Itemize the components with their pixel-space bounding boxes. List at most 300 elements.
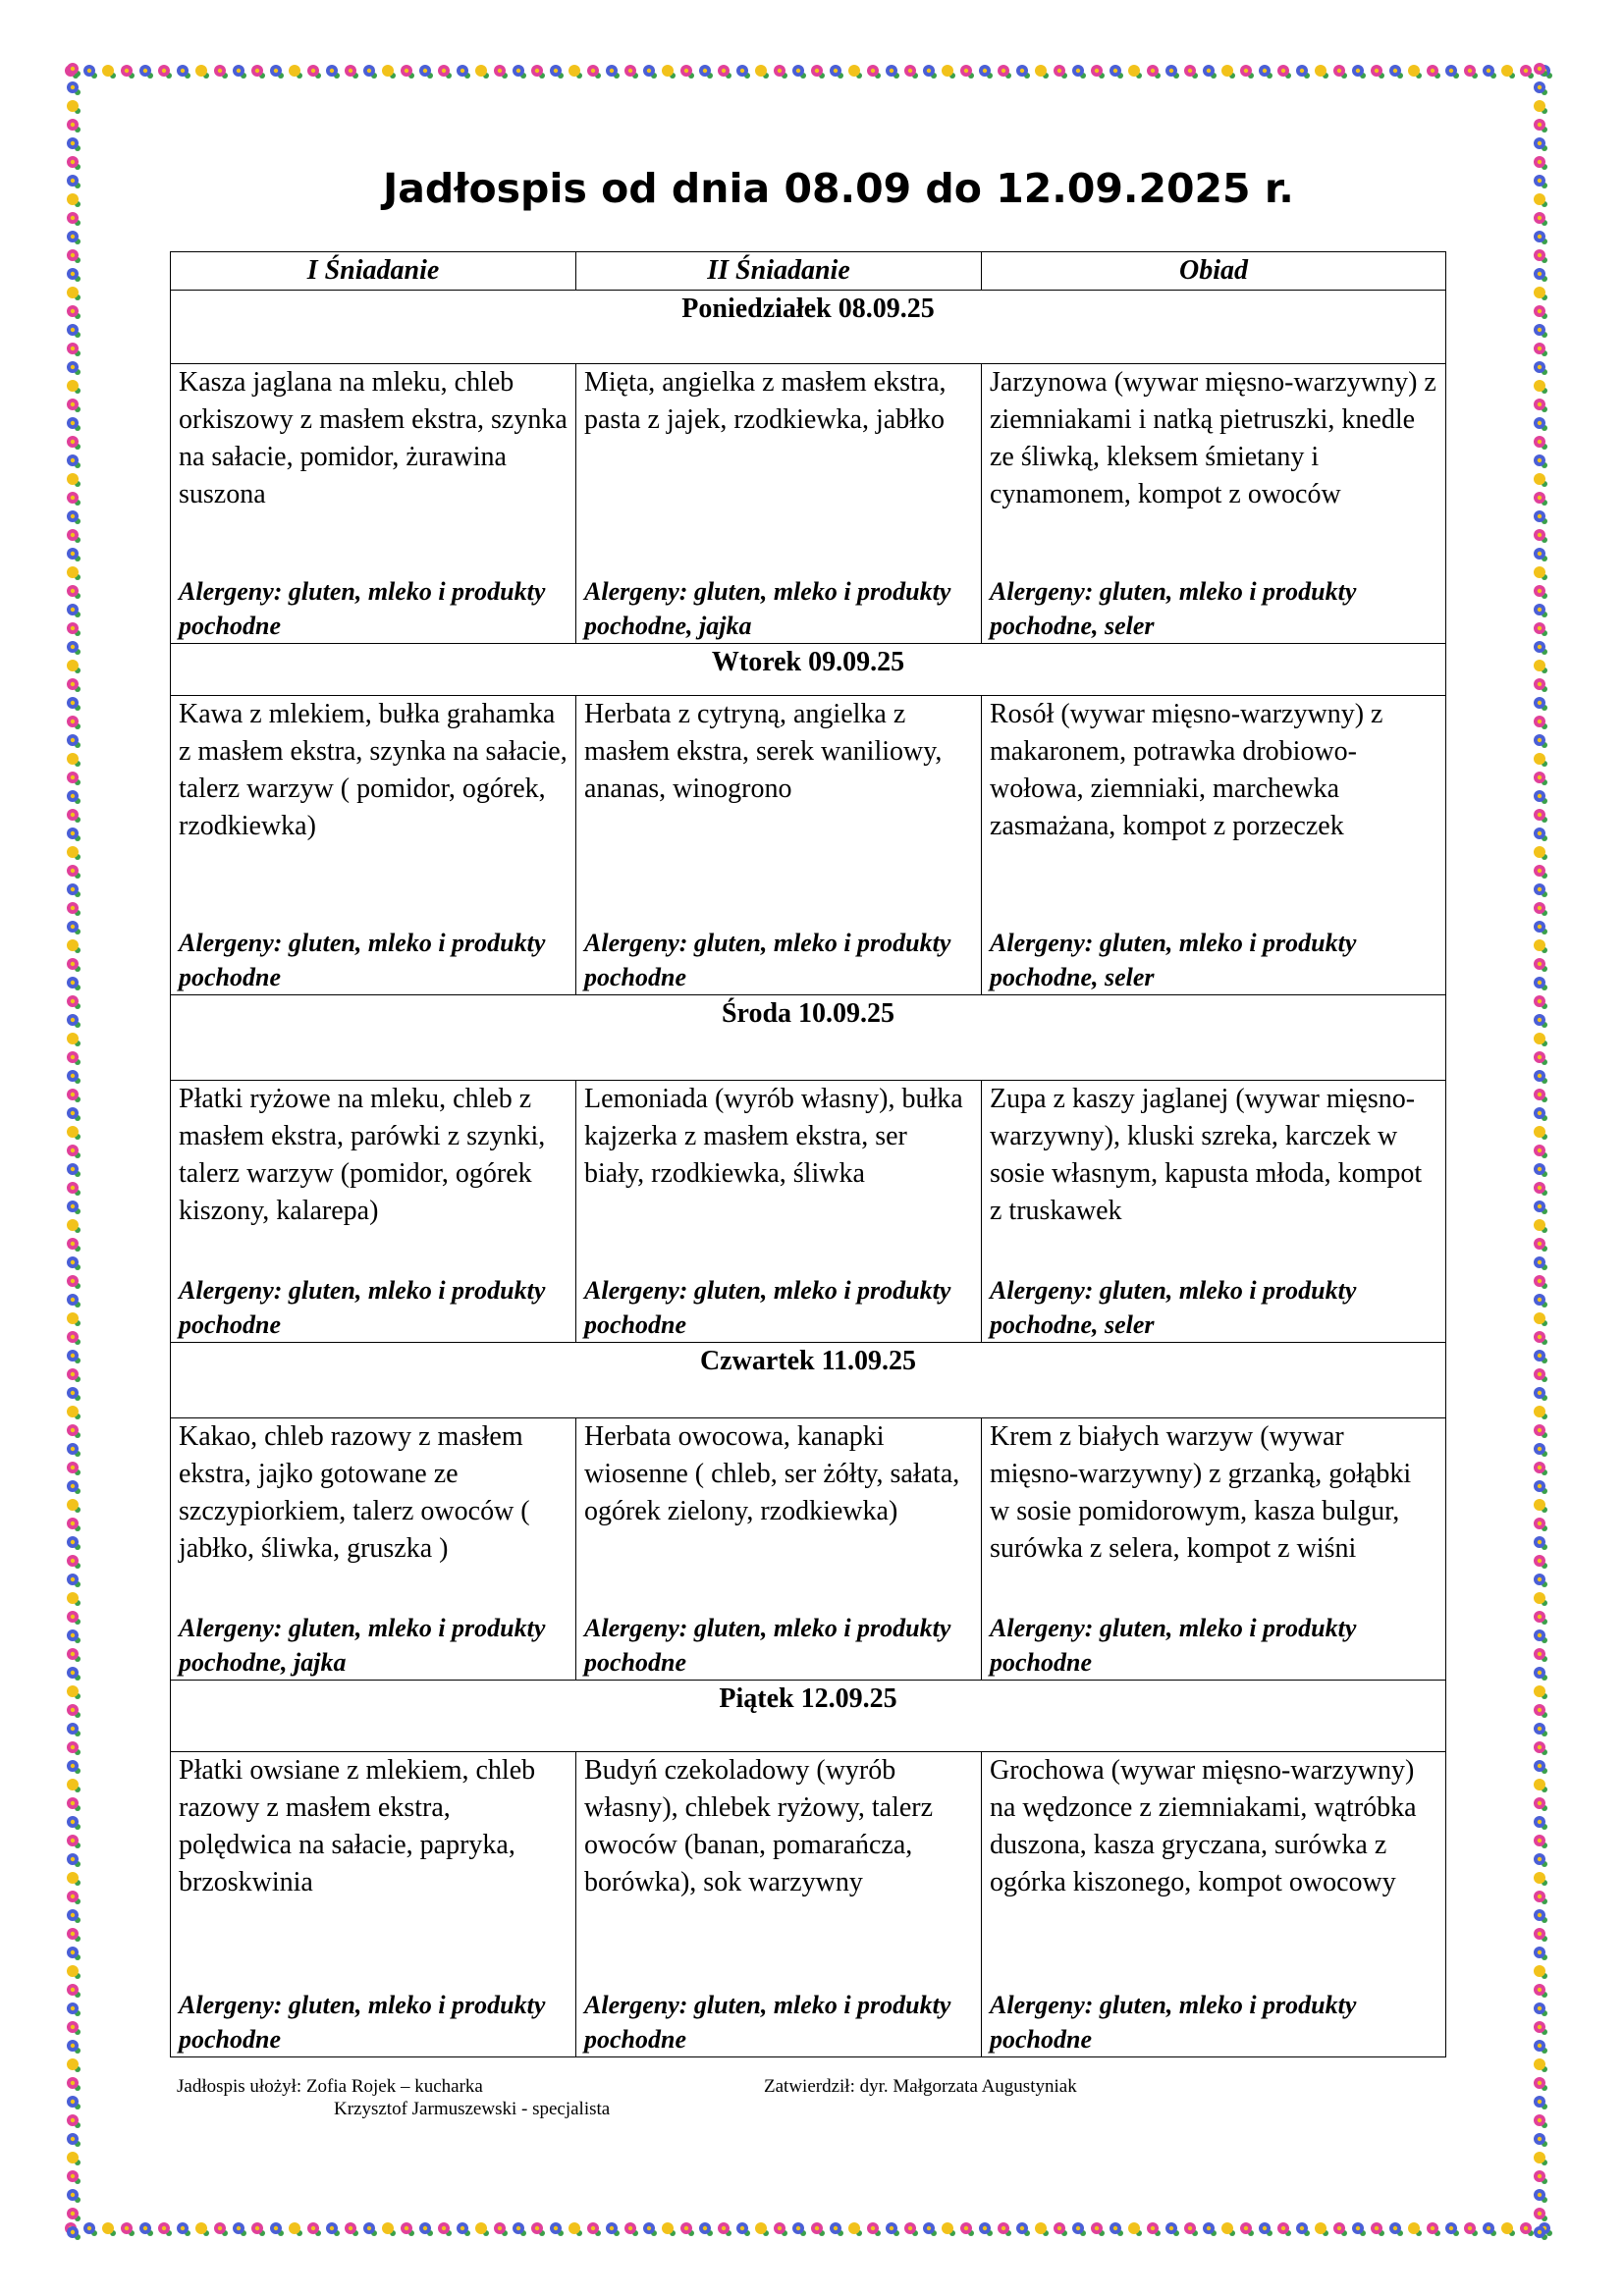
flower-icon bbox=[67, 883, 81, 897]
column-header: I Śniadanie bbox=[171, 252, 576, 291]
flower-icon bbox=[1534, 1797, 1547, 1811]
flower-icon bbox=[1534, 678, 1547, 692]
flower-icon bbox=[102, 65, 116, 79]
day-header-row bbox=[171, 291, 1446, 364]
flower-icon bbox=[67, 1051, 81, 1065]
flower-icon bbox=[1534, 1089, 1547, 1102]
flower-icon bbox=[1072, 2222, 1086, 2236]
meal-cell bbox=[982, 1081, 1446, 1343]
flower-icon bbox=[67, 921, 81, 934]
flower-icon bbox=[1016, 2222, 1030, 2236]
flower-icon bbox=[1534, 2077, 1547, 2091]
flower-icon bbox=[1534, 529, 1547, 543]
flower-icon bbox=[67, 2208, 81, 2221]
flower-icon bbox=[1534, 1592, 1547, 1606]
flower-icon bbox=[67, 1947, 81, 1960]
meal-cell bbox=[576, 696, 982, 995]
flower-icon bbox=[1534, 1611, 1547, 1625]
flower-icon bbox=[1534, 1816, 1547, 1830]
meal-text: Grochowa (wywar mięsno-warzywny) na wędzonce z ziemniakami, wątróbka duszona, kasza gryczana, surówka z ogórka kiszonego, kompot owocowy bbox=[990, 1755, 1417, 1897]
flower-icon bbox=[699, 65, 713, 79]
flower-icon bbox=[67, 585, 81, 599]
meal-text: Rosół (wywar mięsno-warzywny) z makaronem, potrawka drobiowo-wołowa, ziemniaki, marchewka zasmażana, kompot z porzeczek bbox=[990, 699, 1383, 841]
flower-icon bbox=[1534, 1070, 1547, 1084]
table-header-row bbox=[171, 252, 1446, 291]
flower-icon bbox=[67, 343, 81, 356]
flower-icon bbox=[67, 1070, 81, 1084]
flower-icon bbox=[1534, 1350, 1547, 1363]
flower-icon bbox=[1534, 548, 1547, 561]
meal-text: Budyń czekoladowy (wyrób własny), chlebek ryżowy, talerz owoców (banan, pomarańcza, borówka), sok warzywny bbox=[584, 1755, 934, 1897]
flower-icon bbox=[67, 63, 81, 77]
flower-icon bbox=[1534, 921, 1547, 934]
day-label: Poniedziałek 08.09.25 bbox=[171, 291, 1446, 364]
flower-icon bbox=[494, 2222, 508, 2236]
flower-icon bbox=[67, 1331, 81, 1345]
flower-icon bbox=[1534, 1704, 1547, 1718]
allergens-text: Alergeny: gluten, mleko i produkty pochodne bbox=[990, 1991, 1357, 2054]
flower-icon bbox=[67, 846, 81, 860]
flower-icon bbox=[67, 1256, 81, 1270]
flower-icon bbox=[643, 65, 657, 79]
column-header: Obiad bbox=[982, 252, 1446, 291]
flower-icon bbox=[1534, 287, 1547, 300]
allergens-text: Alergeny: gluten, mleko i produkty pochodne bbox=[179, 1991, 546, 2054]
flower-icon bbox=[67, 1853, 81, 1867]
flower-icon bbox=[1534, 1518, 1547, 1531]
flower-icon bbox=[67, 1350, 81, 1363]
meal-cell bbox=[171, 696, 576, 995]
meal-cell bbox=[171, 1081, 576, 1343]
flower-icon bbox=[67, 156, 81, 170]
flower-icon bbox=[1352, 2222, 1366, 2236]
flower-icon bbox=[67, 1219, 81, 1233]
flower-icon bbox=[1534, 2208, 1547, 2221]
flower-icon bbox=[1534, 1145, 1547, 1158]
flower-icon bbox=[67, 1835, 81, 1848]
flower-icon bbox=[1427, 65, 1440, 79]
flower-icon bbox=[1534, 1331, 1547, 1345]
flower-icon bbox=[550, 65, 564, 79]
flower-icon bbox=[1128, 65, 1142, 79]
flower-icon bbox=[67, 268, 81, 282]
flower-icon bbox=[67, 249, 81, 263]
flower-icon bbox=[289, 65, 302, 79]
flower-icon bbox=[1184, 2222, 1198, 2236]
flower-icon bbox=[1483, 65, 1496, 79]
flower-icon bbox=[67, 1723, 81, 1736]
flower-icon bbox=[1534, 2114, 1547, 2128]
allergens-text: Alergeny: gluten, mleko i produkty pochodne bbox=[584, 1276, 951, 1339]
flower-icon bbox=[1534, 1555, 1547, 1569]
flower-icon bbox=[457, 2222, 470, 2236]
flower-icon bbox=[67, 1667, 81, 1681]
flower-icon bbox=[886, 2222, 899, 2236]
allergens-text: Alergeny: gluten, mleko i produkty pochodne bbox=[179, 929, 546, 991]
flower-icon bbox=[1534, 1574, 1547, 1587]
flower-icon bbox=[67, 865, 81, 879]
flower-icon bbox=[1534, 417, 1547, 431]
flower-icon bbox=[1534, 1741, 1547, 1755]
flower-icon bbox=[251, 65, 265, 79]
day-label: Piątek 12.09.25 bbox=[171, 1681, 1446, 1752]
flower-icon bbox=[1534, 2226, 1547, 2240]
flower-icon bbox=[1534, 436, 1547, 450]
flower-icon bbox=[67, 790, 81, 804]
flower-icon bbox=[531, 65, 545, 79]
flower-icon bbox=[1534, 1033, 1547, 1046]
flower-icon bbox=[233, 2222, 246, 2236]
flower-icon bbox=[67, 939, 81, 953]
flower-icon bbox=[475, 2222, 489, 2236]
flower-icon bbox=[1534, 510, 1547, 524]
flower-icon bbox=[624, 2222, 638, 2236]
meal-row bbox=[171, 696, 1446, 995]
flower-icon bbox=[67, 1984, 81, 1998]
flower-icon bbox=[979, 65, 993, 79]
flower-icon bbox=[1534, 1779, 1547, 1792]
flower-icon bbox=[1534, 828, 1547, 841]
flower-icon bbox=[67, 175, 81, 188]
flower-icon bbox=[67, 772, 81, 785]
menu-table bbox=[170, 251, 1446, 2057]
flower-icon bbox=[67, 1462, 81, 1475]
flower-icon bbox=[1534, 1014, 1547, 1028]
flower-icon bbox=[942, 65, 955, 79]
flower-icon bbox=[1534, 865, 1547, 879]
flower-icon bbox=[923, 2222, 937, 2236]
meal-cell bbox=[576, 364, 982, 644]
flower-icon bbox=[67, 1145, 81, 1158]
flower-icon bbox=[1534, 399, 1547, 412]
day-header-row bbox=[171, 1681, 1446, 1752]
flower-icon bbox=[67, 641, 81, 655]
meal-text: Herbata z cytryną, angielka z masłem ekstra, serek waniliowy, ananas, winogrono bbox=[584, 699, 943, 804]
flower-icon bbox=[848, 65, 862, 79]
flower-icon bbox=[1534, 1667, 1547, 1681]
flower-icon bbox=[177, 65, 190, 79]
flower-icon bbox=[1277, 2222, 1291, 2236]
flower-icon bbox=[102, 2222, 116, 2236]
flower-icon bbox=[513, 2222, 526, 2236]
flower-icon bbox=[1371, 65, 1384, 79]
flower-icon bbox=[1534, 697, 1547, 711]
flower-icon bbox=[270, 65, 284, 79]
flower-icon bbox=[67, 809, 81, 823]
flower-icon bbox=[1534, 1760, 1547, 1774]
flower-icon bbox=[475, 65, 489, 79]
flower-icon bbox=[1091, 65, 1105, 79]
flower-icon bbox=[1534, 1238, 1547, 1252]
flower-icon bbox=[67, 1014, 81, 1028]
flower-icon bbox=[1534, 231, 1547, 244]
flower-icon bbox=[606, 2222, 620, 2236]
day-header-row bbox=[171, 644, 1446, 696]
flower-icon bbox=[307, 2222, 321, 2236]
flower-icon bbox=[606, 65, 620, 79]
flower-icon bbox=[1534, 1965, 1547, 1979]
flower-icon bbox=[1534, 1368, 1547, 1382]
flower-icon bbox=[345, 2222, 358, 2236]
flower-icon bbox=[1534, 1462, 1547, 1475]
flower-icon bbox=[568, 2222, 582, 2236]
allergens-text: Alergeny: gluten, mleko i produkty pochodne, seler bbox=[990, 929, 1357, 991]
flower-icon bbox=[1333, 2222, 1347, 2236]
flower-icon bbox=[662, 65, 676, 79]
flower-icon bbox=[1534, 212, 1547, 226]
flower-icon bbox=[1035, 2222, 1049, 2236]
flower-icon bbox=[1534, 753, 1547, 767]
flower-icon bbox=[1534, 2021, 1547, 2035]
flower-icon bbox=[67, 548, 81, 561]
meal-text: Kakao, chleb razowy z masłem ekstra, jajko gotowane ze szczypiorkiem, talerz owoców ( jabłko, śliwka, gruszka ) bbox=[179, 1421, 530, 1564]
flower-icon bbox=[67, 604, 81, 617]
flower-icon bbox=[67, 622, 81, 636]
flower-icon bbox=[1534, 1201, 1547, 1214]
meal-row bbox=[171, 364, 1446, 644]
flower-icon bbox=[67, 1928, 81, 1942]
flower-icon bbox=[67, 734, 81, 748]
allergens-text: Alergeny: gluten, mleko i produkty pochodne bbox=[584, 929, 951, 991]
footer-prepared-by: Jadłospis ułożył: Zofia Rojek – kucharka bbox=[177, 2076, 483, 2097]
flower-icon bbox=[811, 65, 825, 79]
flower-icon bbox=[1534, 902, 1547, 916]
flower-icon bbox=[867, 65, 881, 79]
flower-icon bbox=[1534, 1406, 1547, 1419]
flower-icon bbox=[1534, 2133, 1547, 2147]
flower-icon bbox=[1534, 1928, 1547, 1942]
flower-icon bbox=[67, 2114, 81, 2128]
flower-icon bbox=[1534, 1480, 1547, 1494]
flower-icon bbox=[67, 100, 81, 114]
floral-border-bottom bbox=[61, 2216, 1553, 2242]
flower-icon bbox=[1534, 380, 1547, 394]
flower-icon bbox=[774, 65, 787, 79]
flower-icon bbox=[1534, 958, 1547, 972]
flower-icon bbox=[67, 2040, 81, 2054]
flower-icon bbox=[1534, 2189, 1547, 2203]
flower-icon bbox=[1534, 1629, 1547, 1643]
flower-icon bbox=[67, 2170, 81, 2184]
flower-icon bbox=[1464, 65, 1478, 79]
flower-icon bbox=[67, 1201, 81, 1214]
flower-icon bbox=[1165, 2222, 1179, 2236]
flower-icon bbox=[792, 2222, 806, 2236]
flower-icon bbox=[1534, 1723, 1547, 1736]
flower-icon bbox=[67, 1033, 81, 1046]
flower-icon bbox=[1534, 790, 1547, 804]
meal-text: Kasza jaglana na mleku, chleb orkiszowy z masłem ekstra, szynka na sałacie, pomidor, żurawina suszona bbox=[179, 367, 568, 509]
flower-icon bbox=[67, 697, 81, 711]
flower-icon bbox=[1035, 65, 1049, 79]
flower-icon bbox=[1534, 2058, 1547, 2072]
flower-icon bbox=[67, 1387, 81, 1401]
meal-row bbox=[171, 1752, 1446, 2057]
flower-icon bbox=[67, 902, 81, 916]
flower-icon bbox=[419, 65, 433, 79]
meal-cell bbox=[171, 1752, 576, 2057]
flower-icon bbox=[1277, 65, 1291, 79]
flower-icon bbox=[904, 65, 918, 79]
meal-text: Płatki ryżowe na mleku, chleb z masłem ekstra, parówki z szynki, talerz warzyw (pomidor, ogórek kiszony, kalarepa) bbox=[179, 1084, 546, 1226]
flower-icon bbox=[662, 2222, 676, 2236]
flower-icon bbox=[67, 660, 81, 673]
flower-icon bbox=[65, 2222, 79, 2236]
footer-approved-by: Zatwierdził: dyr. Małgorzata Augustyniak bbox=[764, 2076, 1077, 2097]
flower-icon bbox=[401, 65, 414, 79]
flower-icon bbox=[1534, 63, 1547, 77]
flower-icon bbox=[158, 65, 172, 79]
flower-icon bbox=[67, 473, 81, 487]
flower-icon bbox=[1501, 65, 1515, 79]
meal-cell bbox=[171, 1418, 576, 1681]
flower-icon bbox=[998, 2222, 1011, 2236]
flower-icon bbox=[587, 65, 601, 79]
flower-icon bbox=[1534, 1891, 1547, 1904]
flower-icon bbox=[568, 65, 582, 79]
flower-icon bbox=[1221, 2222, 1235, 2236]
flower-icon bbox=[158, 2222, 172, 2236]
flower-icon bbox=[1520, 2222, 1534, 2236]
allergens-text: Alergeny: gluten, mleko i produkty pochodne bbox=[179, 577, 546, 640]
flower-icon bbox=[1534, 492, 1547, 506]
flower-icon bbox=[1534, 2002, 1547, 2016]
flower-icon bbox=[1315, 2222, 1328, 2236]
day-label: Środa 10.09.25 bbox=[171, 995, 1446, 1081]
flower-icon bbox=[1445, 2222, 1459, 2236]
flower-icon bbox=[960, 2222, 974, 2236]
flower-icon bbox=[1389, 65, 1403, 79]
flower-icon bbox=[214, 65, 228, 79]
meal-text: Lemoniada (wyrób własny), bułka kajzerka z masłem ekstra, ser biały, rzodkiewka, śliwka bbox=[584, 1084, 963, 1189]
flower-icon bbox=[67, 2189, 81, 2203]
flower-icon bbox=[67, 1480, 81, 1494]
flower-icon bbox=[67, 1965, 81, 1979]
flower-icon bbox=[1534, 1909, 1547, 1923]
flower-icon bbox=[1259, 2222, 1272, 2236]
flower-icon bbox=[1534, 772, 1547, 785]
flower-icon bbox=[67, 324, 81, 338]
flower-icon bbox=[289, 2222, 302, 2236]
flower-icon bbox=[998, 65, 1011, 79]
flower-icon bbox=[67, 2058, 81, 2072]
flower-icon bbox=[363, 65, 377, 79]
flower-icon bbox=[1240, 65, 1254, 79]
flower-icon bbox=[1534, 1424, 1547, 1438]
flower-icon bbox=[1534, 193, 1547, 207]
footer-prepared-by-2: Krzysztof Jarmuszewski - specjalista bbox=[334, 2099, 611, 2119]
flower-icon bbox=[177, 2222, 190, 2236]
flower-icon bbox=[67, 305, 81, 319]
flower-icon bbox=[67, 510, 81, 524]
flower-icon bbox=[67, 529, 81, 543]
flower-icon bbox=[1110, 65, 1123, 79]
flower-icon bbox=[699, 2222, 713, 2236]
flower-icon bbox=[1534, 939, 1547, 953]
column-header: II Śniadanie bbox=[576, 252, 982, 291]
flower-icon bbox=[1534, 156, 1547, 170]
flower-icon bbox=[233, 65, 246, 79]
allergens-text: Alergeny: gluten, mleko i produkty pochodne bbox=[990, 1614, 1357, 1677]
flower-icon bbox=[1408, 65, 1422, 79]
flower-icon bbox=[1054, 65, 1067, 79]
flower-icon bbox=[67, 1294, 81, 1308]
flower-icon bbox=[419, 2222, 433, 2236]
flower-icon bbox=[67, 492, 81, 506]
flower-icon bbox=[830, 65, 843, 79]
flower-icon bbox=[1520, 65, 1534, 79]
day-label: Czwartek 11.09.25 bbox=[171, 1343, 1446, 1418]
flower-icon bbox=[67, 287, 81, 300]
flower-icon bbox=[1534, 454, 1547, 468]
flower-icon bbox=[67, 399, 81, 412]
flower-icon bbox=[67, 2077, 81, 2091]
flower-icon bbox=[67, 1816, 81, 1830]
flower-icon bbox=[1534, 716, 1547, 729]
flower-icon bbox=[1371, 2222, 1384, 2236]
flower-icon bbox=[251, 2222, 265, 2236]
flower-icon bbox=[67, 436, 81, 450]
flower-icon bbox=[67, 417, 81, 431]
flower-icon bbox=[67, 137, 81, 151]
flower-icon bbox=[736, 2222, 750, 2236]
meal-text: Kawa z mlekiem, bułka grahamka z masłem ekstra, szynka na sałacie, talerz warzyw ( pomidor, ogórek, rzodkiewka) bbox=[179, 699, 568, 841]
flower-icon bbox=[1534, 2170, 1547, 2184]
flower-icon bbox=[1445, 65, 1459, 79]
meal-text: Płatki owsiane z mlekiem, chleb razowy z masłem ekstra, polędwica na sałacie, papryka, brzoskwinia bbox=[179, 1755, 536, 1897]
flower-icon bbox=[67, 753, 81, 767]
flower-icon bbox=[67, 2002, 81, 2016]
flower-icon bbox=[67, 828, 81, 841]
flower-icon bbox=[1184, 65, 1198, 79]
flower-icon bbox=[1534, 1126, 1547, 1140]
flower-icon bbox=[1534, 1984, 1547, 1998]
meal-cell bbox=[576, 1418, 982, 1681]
flower-icon bbox=[1534, 641, 1547, 655]
flower-icon bbox=[67, 2021, 81, 2035]
flower-icon bbox=[67, 231, 81, 244]
flower-icon bbox=[67, 1592, 81, 1606]
flower-icon bbox=[67, 2133, 81, 2147]
flower-icon bbox=[67, 1275, 81, 1289]
flower-icon bbox=[1534, 1872, 1547, 1886]
flower-icon bbox=[67, 1089, 81, 1102]
flower-icon bbox=[67, 361, 81, 375]
flower-icon bbox=[1534, 585, 1547, 599]
flower-icon bbox=[1534, 119, 1547, 133]
flower-icon bbox=[830, 2222, 843, 2236]
flower-icon bbox=[1072, 65, 1086, 79]
flower-icon bbox=[1203, 2222, 1217, 2236]
flower-icon bbox=[67, 1611, 81, 1625]
flower-icon bbox=[67, 2152, 81, 2165]
flower-icon bbox=[1054, 2222, 1067, 2236]
flower-icon bbox=[1464, 2222, 1478, 2236]
flower-icon bbox=[1534, 81, 1547, 95]
flower-icon bbox=[1534, 566, 1547, 580]
flower-icon bbox=[531, 2222, 545, 2236]
flower-icon bbox=[1534, 1051, 1547, 1065]
meal-text: Mięta, angielka z masłem ekstra, pasta z jajek, rzodkiewka, jabłko bbox=[584, 367, 947, 435]
flower-icon bbox=[67, 1368, 81, 1382]
flower-icon bbox=[1534, 1443, 1547, 1457]
flower-icon bbox=[67, 1648, 81, 1662]
flower-icon bbox=[643, 2222, 657, 2236]
flower-icon bbox=[83, 65, 97, 79]
flower-icon bbox=[67, 1909, 81, 1923]
flower-icon bbox=[1110, 2222, 1123, 2236]
allergens-text: Alergeny: gluten, mleko i produkty pochodne bbox=[584, 1614, 951, 1677]
